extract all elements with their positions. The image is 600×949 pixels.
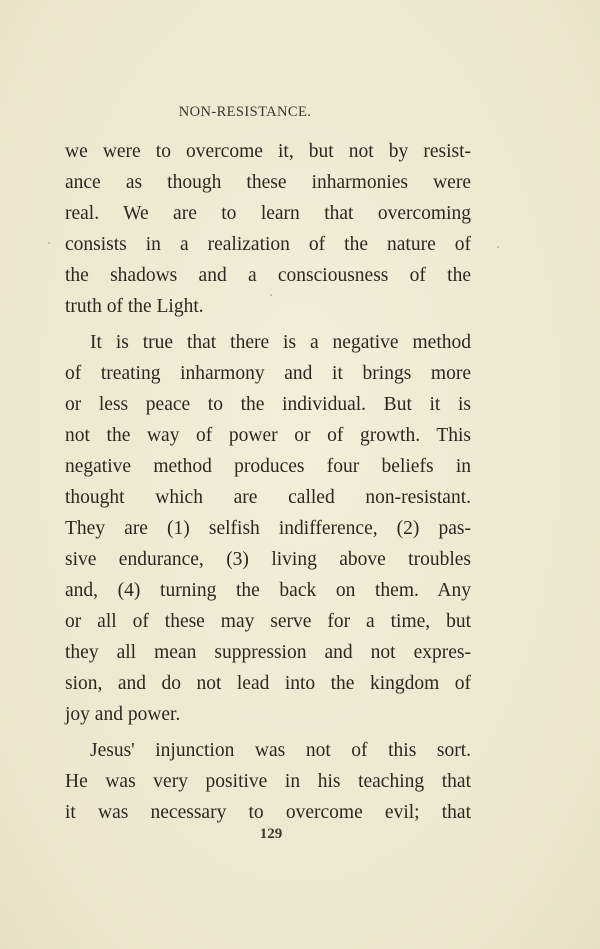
text-line: Jesus' injunction was not of this sort. <box>90 740 471 761</box>
body-text <box>65 136 471 828</box>
page-number: 129 <box>259 826 283 842</box>
text-line: ance as though these inharmonies were <box>65 172 471 193</box>
text-line: real. We are to learn that overcoming <box>65 203 471 224</box>
text-line: sive endurance, (3) living above troubles <box>65 549 471 570</box>
text-line: It is true that there is a negative method <box>90 332 471 353</box>
text-line: it was necessary to overcome evil; that <box>65 802 471 823</box>
text-line: or less peace to the individual. But it is <box>65 394 471 415</box>
text-line: not the way of power or of growth. This <box>65 425 471 446</box>
paragraph-1 <box>65 136 471 322</box>
text-line: they all mean suppression and not expres- <box>65 642 471 663</box>
text-line: of treating inharmony and it brings more <box>65 363 471 384</box>
text-line: consists in a realization of the nature of <box>65 234 471 255</box>
text-line: sion, and do not lead into the kingdom of <box>65 673 471 694</box>
text-line: and, (4) turning the back on them. Any <box>65 580 471 601</box>
paragraph-3 <box>65 735 471 828</box>
paragraph-2 <box>65 327 471 730</box>
text-line: They are (1) selfish indifference, (2) pas- <box>65 518 471 539</box>
text-line: or all of these may serve for a time, but <box>65 611 471 632</box>
text-line: joy and power. <box>65 704 181 725</box>
text-line: He was very positive in his teaching that <box>65 771 471 792</box>
running-head: NON-RESISTANCE. <box>178 104 312 120</box>
paper-speck <box>48 242 50 244</box>
text-line: truth of the Light. <box>65 296 204 317</box>
paper-speck <box>497 246 499 248</box>
text-line: negative method produces four beliefs in <box>65 456 471 477</box>
text-line: thought which are called non-resistant. <box>65 487 471 508</box>
text-line: we were to overcome it, but not by resist- <box>65 141 471 162</box>
text-line: the shadows and a consciousness of the <box>65 265 471 286</box>
